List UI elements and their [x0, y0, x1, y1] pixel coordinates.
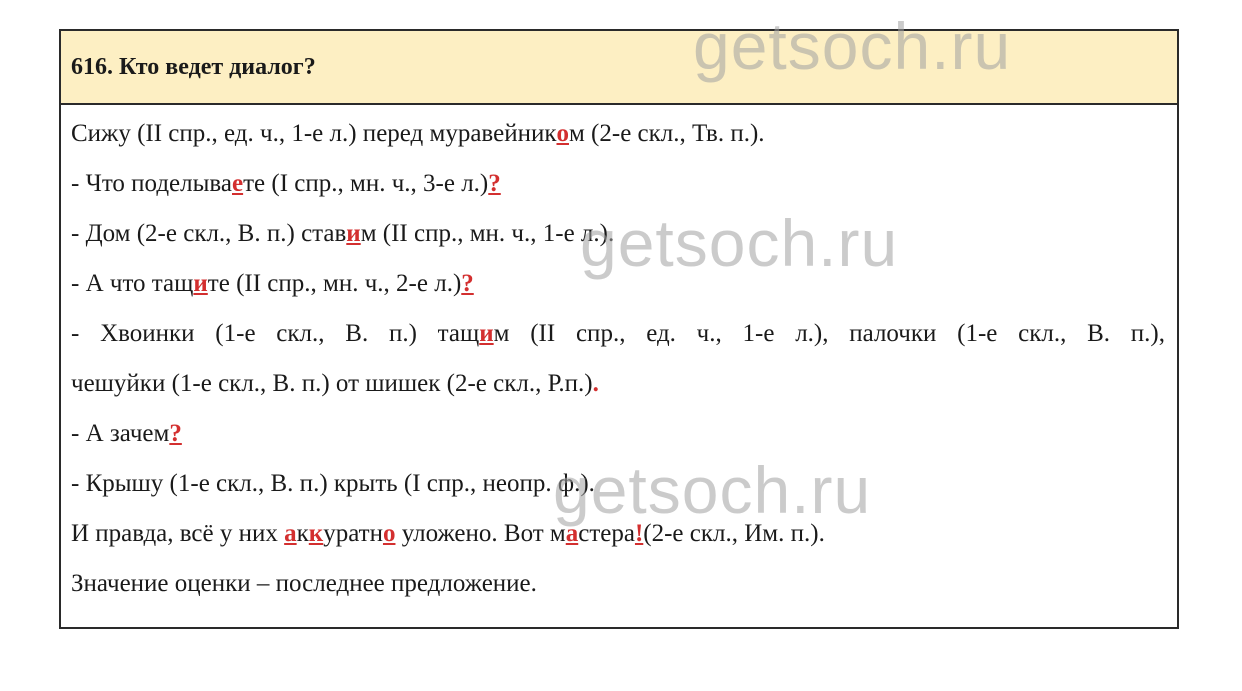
highlighted-letter: . [592, 370, 599, 397]
highlighted-letter: ! [634, 520, 644, 547]
text-segment: И правда, всё у них [71, 520, 285, 547]
text-segment: уложено. Вот м [395, 520, 566, 547]
text-segment: те (II спр., мн. ч., 2-е л.) [207, 270, 462, 297]
text-segment: стера [578, 520, 635, 547]
text-line [71, 109, 1165, 159]
highlighted-letter: и [479, 320, 494, 347]
watermark: getsoch.ru [580, 206, 899, 280]
highlighted-letter: ? [461, 270, 474, 297]
text-segment: Сижу (II спр., ед. ч., 1-е л.) перед муравейник [71, 120, 557, 147]
exercise-title: 616. Кто ведет диалог? [71, 53, 316, 80]
text-line [71, 359, 1165, 409]
exercise-content [61, 105, 1177, 609]
text-segment: - Дом (2-е скл., В. п.) став [71, 220, 347, 247]
text-segment: чешуйки (1-е скл., В. п.) от шишек (2-е скл., Р.п.) [71, 370, 593, 397]
watermark: getsoch.ru [553, 453, 872, 527]
highlighted-letter: ? [488, 170, 501, 197]
text-segment: к [296, 520, 309, 547]
text-segment: - Что поделыва [71, 170, 232, 197]
highlighted-letter: ? [169, 420, 182, 447]
highlighted-letter: и [193, 270, 208, 297]
text-segment: - А что тащ [71, 270, 194, 297]
text-line [71, 409, 1165, 459]
text-segment: - Крышу (1-е скл., В. п.) крыть (I спр., неопр. ф.). [71, 470, 595, 497]
text-line [71, 309, 1165, 359]
text-segment: - А зачем [71, 420, 170, 447]
exercise-box [59, 29, 1179, 629]
text-segment: (2-е скл., Им. п.). [643, 520, 825, 547]
text-segment: м (2-е скл., Тв. п.). [568, 120, 765, 147]
text-segment: м (II спр., мн. ч., 1-е л.). [360, 220, 615, 247]
watermark: getsoch.ru [693, 9, 1012, 83]
exercise-header [61, 31, 1177, 105]
text-segment: - Хвоинки (1-е скл., В. п.) тащ [71, 320, 480, 347]
text-segment: м (II спр., ед. ч., 1-е л.), палочки (1-е скл., В. п.), [493, 320, 1165, 347]
text-line [71, 459, 1165, 509]
text-segment: уратн [323, 520, 383, 547]
text-line [71, 209, 1165, 259]
highlighted-letter: е [232, 170, 244, 197]
highlighted-letter: о [556, 120, 569, 147]
highlighted-letter: о [382, 520, 396, 547]
text-line [71, 259, 1165, 309]
text-line [71, 159, 1165, 209]
text-line [71, 509, 1165, 559]
highlighted-letter: а [565, 520, 579, 547]
text-segment: Значение оценки – последнее предложение. [71, 570, 537, 597]
highlighted-letter: а [284, 520, 297, 547]
highlighted-letter: и [346, 220, 361, 247]
highlighted-letter: к [308, 520, 324, 547]
text-line [71, 559, 1165, 609]
text-segment: те (I спр., мн. ч., 3-е л.) [243, 170, 489, 197]
